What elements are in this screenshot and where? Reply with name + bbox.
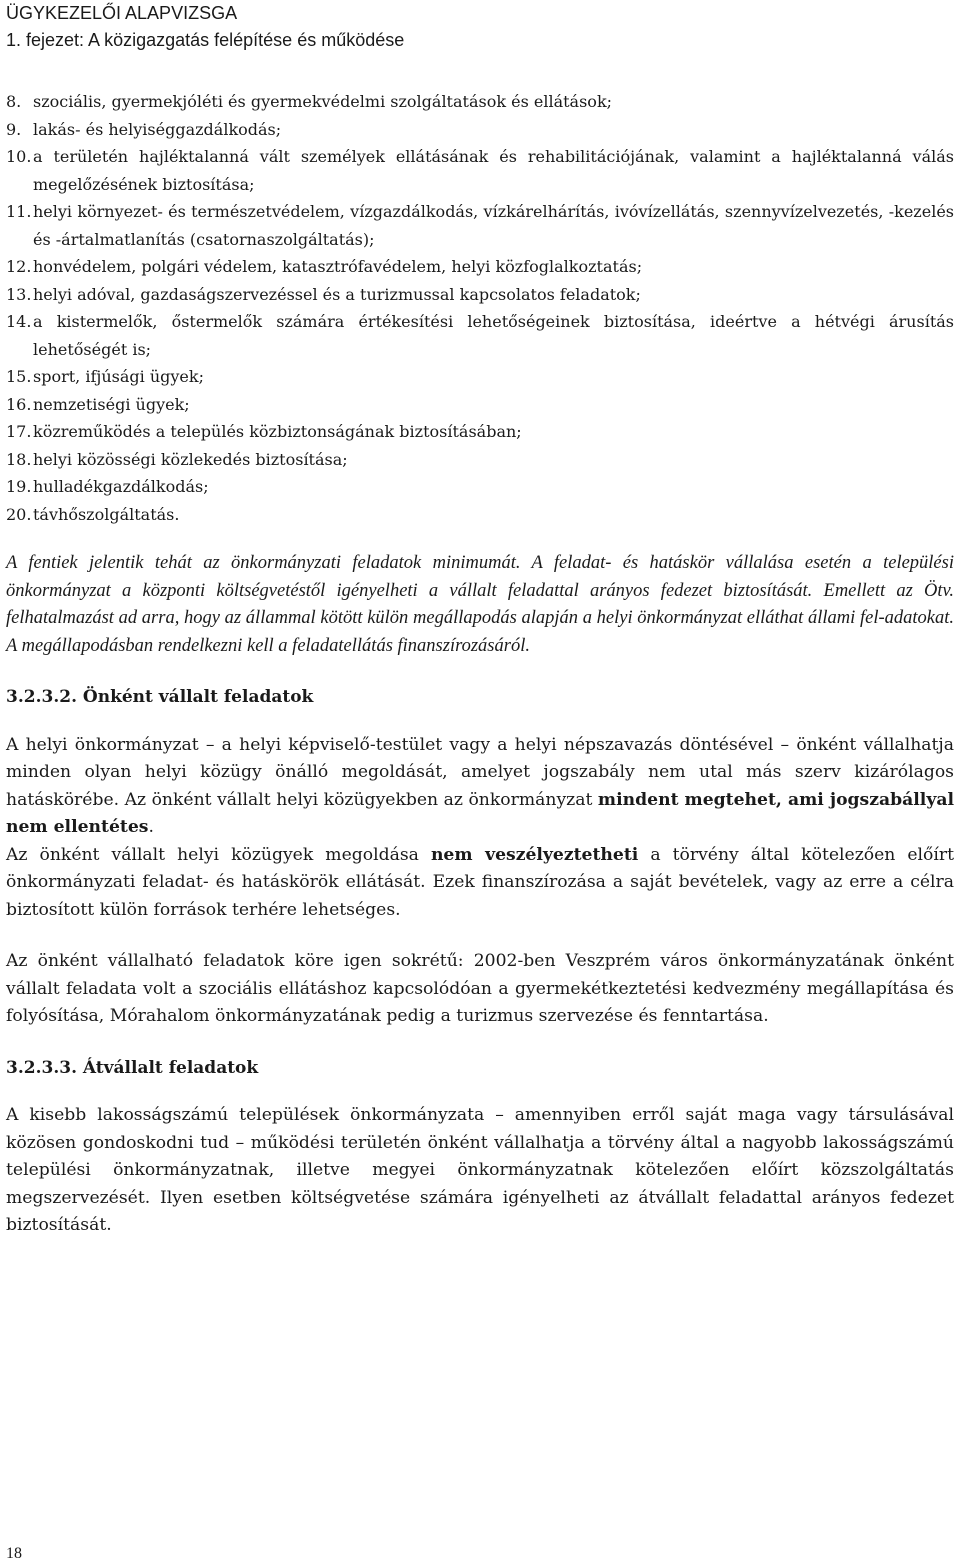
page-header xyxy=(6,0,404,54)
list-item: 14. a kistermelők, őstermelők számára értékesítési lehetőségeinek biztosítása, ideértve a hétvégi árusítás lehetőségét is; xyxy=(6,312,954,359)
list-item: 17. közreműködés a település közbiztonságának biztosításában; xyxy=(6,422,522,441)
page-number: 18 xyxy=(6,1545,22,1562)
voluntary-paragraph-3: Az önként vállalható feladatok köre igen sokrétű: 2002-ben Veszprém város önkormányzatának önként vállalt feladata volt a szociális ellátáshoz kapcsolódóan a gyermekétkeztetési kedvezmény megállapítása és folyósítása, Mórahalom önkormányzatának pedig a turizmus szervezése és fenntartása. xyxy=(6,951,954,1027)
task-list xyxy=(6,88,954,528)
list-item: 15. sport, ifjúsági ügyek; xyxy=(6,367,204,386)
list-item: 19. hulladékgazdálkodás; xyxy=(6,477,209,496)
list-item: 20. távhőszolgáltatás. xyxy=(6,504,180,524)
list-item: 10. a területén hajléktalanná vált személyek ellátásának és rehabilitációjának, valamint a hajléktalanná válás megelőzésének biztosítása; xyxy=(6,147,954,194)
header-title: ÜGYKEZELŐI ALAPVIZSGA xyxy=(6,3,238,23)
assumed-paragraph: A kisebb lakosságszámú települések önkormányzata – amennyiben erről saját maga vagy társulásával közösen gondoskodni tud – működési területén önként vállalhatja a törvény által a nagyobb lakosságszámú települési önkormányzatnak, illetve megyei önkormányzatnak kötelezően előírt közszolgáltatás megszervezését. Ilyen esetben költségvetése számára igényelheti az átvállalt feladattal arányos fedezet biztosítását. xyxy=(6,1105,954,1236)
summary-paragraph: A fentiek jelentik tehát az önkormányzati feladatok minimumát. A feladat- és hatáskör vállalása esetén a települési önkormányzat a központi költségvetéstől igényelheti a vállalt feladattal arányos fedezet biztosítását. Emellett az Ötv. felhatalmazást ad arra, hogy az állammal kötött külön megállapodás alapján a helyi önkormányzat elláthat állami fel-adatokat. A megállapodásban rendelkezni kell a feladatellátás finanszírozásáról. xyxy=(6,553,954,656)
list-item: 11. helyi környezet- és természetvédelem, vízgazdálkodás, vízkárelhárítás, ivóvízellátás, szennyvízelvezetés, -kezelés és -ártalmatlanítás (csatornaszolgáltatás); xyxy=(6,202,954,249)
list-item: 13. helyi adóval, gazdaságszervezéssel és a turizmussal kapcsolatos feladatok; xyxy=(6,284,641,304)
list-item: 12. honvédelem, polgári védelem, katasztrófavédelem, helyi közfoglalkoztatás; xyxy=(6,257,643,276)
list-item: 9. lakás- és helyiséggazdálkodás; xyxy=(6,119,282,139)
page-content xyxy=(6,88,954,1240)
section-heading-voluntary: 3.2.3.2. Önként vállalt feladatok xyxy=(6,687,314,708)
header-chapter: 1. fejezet: A közigazgatás felépítése és működése xyxy=(6,30,405,50)
voluntary-paragraph-2: Az önként vállalt helyi közügyek megoldása nem veszélyeztetheti a törvény által kötelezően előírt önkormányzati feladat- és hatáskörök ellátását. Ezek finanszírozása a saját bevételek, vagy az erre a célra biztosított külön források terhére lehetséges. xyxy=(6,844,954,920)
section-heading-assumed: 3.2.3.3. Átvállalt feladatok xyxy=(6,1057,259,1078)
list-item: 8. szociális, gyermekjóléti és gyermekvédelmi szolgáltatások és ellátások; xyxy=(6,92,613,111)
list-item: 18. helyi közösségi közlekedés biztosítása; xyxy=(6,449,348,469)
list-item: 16. nemzetiségi ügyek; xyxy=(6,394,190,414)
voluntary-paragraph-1: A helyi önkormányzat – a helyi képviselő-testület vagy a helyi népszavazás döntésével – önként vállalhatja minden olyan helyi közügy önálló megoldását, amelyet jogszabály nem utal más szerv kizárólagos hatáskörébe. Az önként vállalt helyi közügyekben az önkormányzat mindent megtehet, ami jogszabállyal nem ellentétes. xyxy=(6,734,954,838)
